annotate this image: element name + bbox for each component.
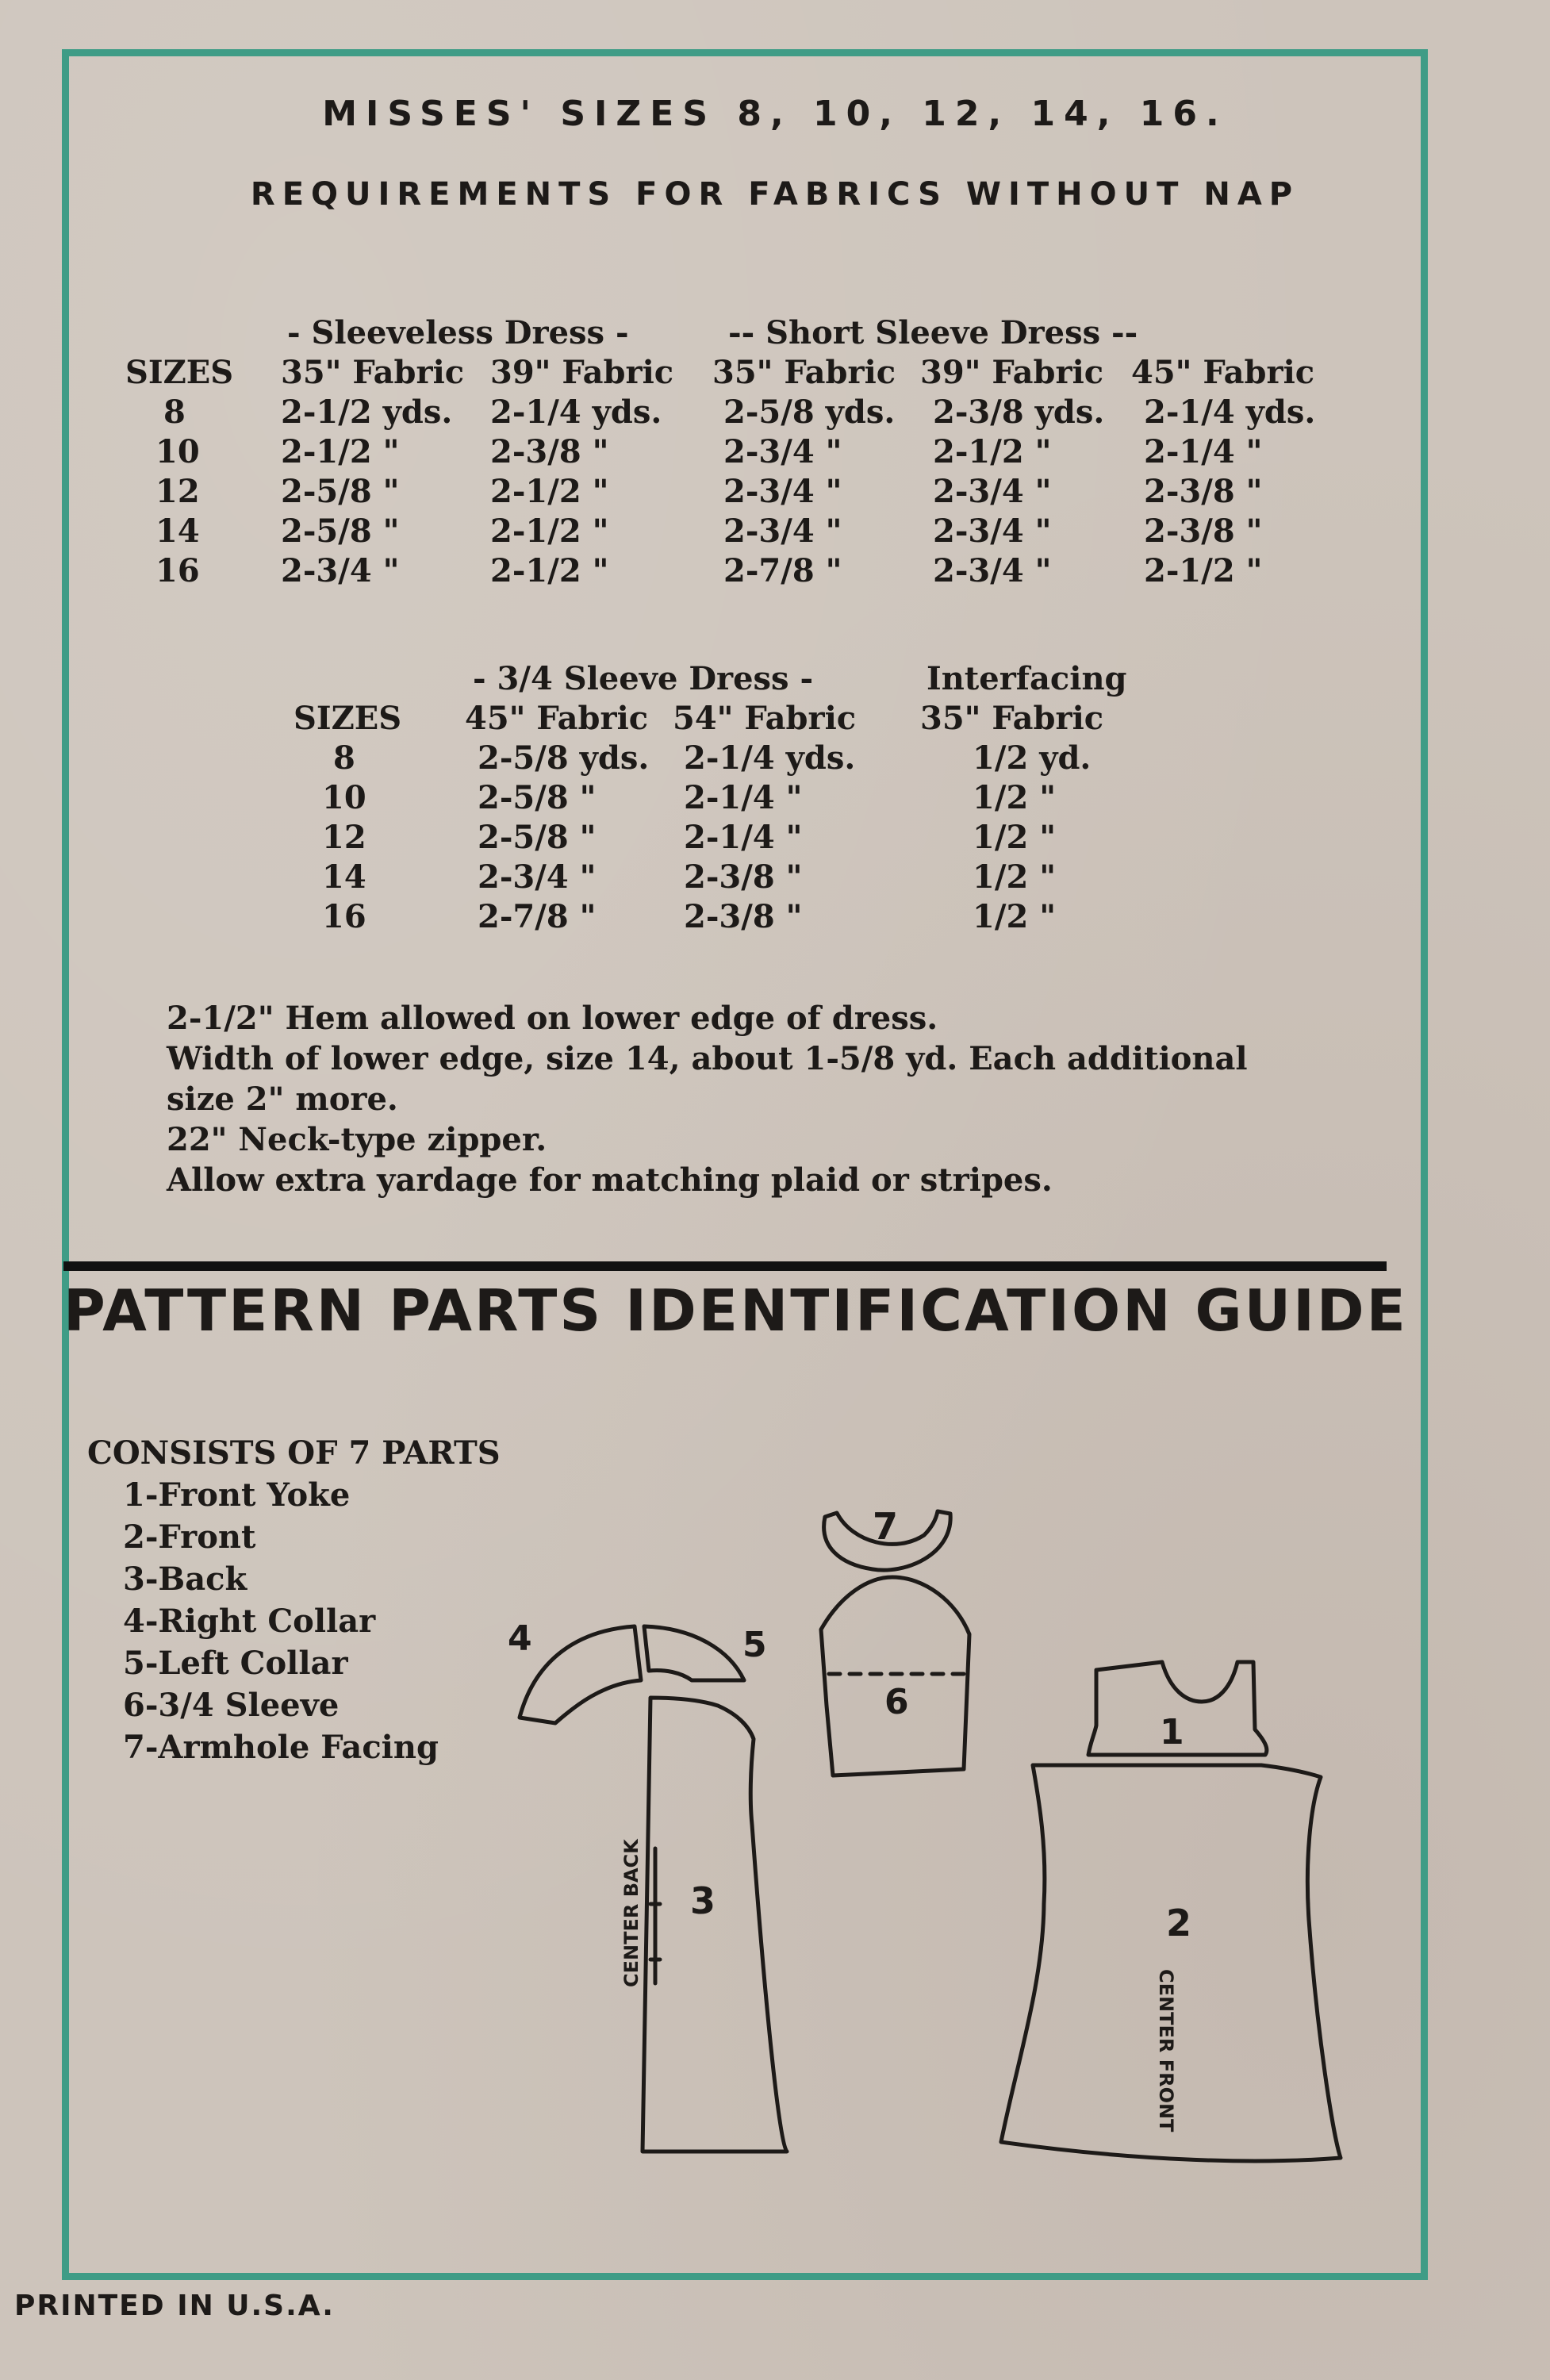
size-cell: 16 [322, 898, 366, 935]
col-header: 45" Fabric [465, 700, 649, 737]
value-cell: 2-3/8 " [490, 433, 609, 470]
size-cell: 10 [155, 433, 200, 470]
part-label-6: 6 [884, 1682, 909, 1722]
note-line: Allow extra yardage for matching plaid or stripes. [167, 1161, 1053, 1199]
list-item: 2-Front [123, 1518, 256, 1556]
value-cell: 2-5/8 yds. [478, 739, 650, 777]
value-cell: 2-1/4 yds. [1144, 393, 1316, 431]
size-cell: 12 [322, 819, 366, 856]
value-cell: 2-3/4 " [723, 512, 842, 550]
value-cell: 2-3/4 " [723, 473, 842, 510]
list-item: 5-Left Collar [123, 1645, 348, 1682]
value-cell: 1/2 " [973, 779, 1057, 816]
group-short-sleeve-dress: -- Short Sleeve Dress -- [728, 314, 1138, 351]
value-cell: 2-3/8 " [1144, 512, 1263, 550]
value-cell: 2-1/2 " [490, 552, 609, 589]
col-header: 35" Fabric [712, 354, 896, 391]
col-header: 35" Fabric [920, 700, 1104, 737]
left-collar-piece [644, 1626, 744, 1680]
value-cell: 2-1/4 " [684, 779, 803, 816]
printed-in-usa: PRINTED IN U.S.A. [14, 2290, 335, 2322]
value-cell: 1/2 " [973, 819, 1057, 856]
value-cell: 2-1/4 " [684, 819, 803, 856]
value-cell: 2-3/8 " [684, 858, 803, 896]
value-cell: 2-3/8 " [684, 898, 803, 935]
col-sizes: SIZES [125, 354, 234, 391]
note-line: size 2" more. [167, 1081, 398, 1118]
part-label-4: 4 [508, 1618, 532, 1659]
part-label-5: 5 [742, 1625, 767, 1665]
col-header: 39" Fabric [920, 354, 1104, 391]
value-cell: 2-1/4 yds. [684, 739, 856, 777]
list-item: 6-3/4 Sleeve [123, 1687, 340, 1724]
value-cell: 2-1/2 " [933, 433, 1052, 470]
guide-title: PATTERN PARTS IDENTIFICATION GUIDE [63, 1277, 1408, 1344]
part-label-2: 2 [1166, 1902, 1192, 1944]
size-cell: 14 [155, 512, 200, 550]
right-collar-piece [520, 1626, 641, 1723]
value-cell: 2-3/4 " [933, 473, 1052, 510]
center-back-label: CENTER BACK [620, 1839, 643, 1987]
value-cell: 2-1/2 " [1144, 552, 1263, 589]
value-cell: 2-1/2 yds. [281, 393, 453, 431]
value-cell: 2-5/8 " [281, 473, 400, 510]
group-sleeveless-dress: - Sleeveless Dress - [287, 314, 629, 351]
sizes-header: MISSES' SIZES 8, 10, 12, 14, 16. [322, 94, 1228, 134]
part-label-7: 7 [873, 1505, 899, 1548]
value-cell: 2-3/8 yds. [933, 393, 1105, 431]
value-cell: 2-3/4 " [933, 552, 1052, 589]
list-item: 1-Front Yoke [123, 1476, 351, 1514]
value-cell: 2-3/4 " [281, 552, 400, 589]
center-front-label: CENTER FRONT [1155, 1969, 1177, 2132]
size-cell: 10 [322, 779, 366, 816]
value-cell: 1/2 " [973, 898, 1057, 935]
size-cell: 16 [155, 552, 200, 589]
value-cell: 2-3/4 " [478, 858, 597, 896]
list-item: 7-Armhole Facing [123, 1729, 439, 1766]
sleeve-piece [821, 1577, 969, 1775]
value-cell: 1/2 yd. [973, 739, 1092, 777]
value-cell: 2-5/8 " [478, 779, 597, 816]
value-cell: 2-5/8 " [478, 819, 597, 856]
value-cell: 2-3/4 " [933, 512, 1052, 550]
part-label-1: 1 [1160, 1712, 1184, 1752]
value-cell: 1/2 " [973, 858, 1057, 896]
group-three-quarter-sleeve-dress: - 3/4 Sleeve Dress - [473, 660, 814, 697]
col-header: 35" Fabric [281, 354, 465, 391]
value-cell: 2-5/8 yds. [723, 393, 896, 431]
value-cell: 2-7/8 " [478, 898, 597, 935]
value-cell: 2-1/2 " [490, 512, 609, 550]
col-sizes: SIZES [294, 700, 402, 737]
requirements-header: REQUIREMENTS FOR FABRICS WITHOUT NAP [250, 176, 1300, 213]
size-cell: 8 [333, 739, 355, 777]
part-label-3: 3 [690, 1879, 716, 1922]
size-cell: 14 [322, 858, 366, 896]
value-cell: 2-7/8 " [723, 552, 842, 589]
size-cell: 8 [163, 393, 186, 431]
col-header: 39" Fabric [490, 354, 674, 391]
parts-count: CONSISTS OF 7 PARTS [87, 1434, 501, 1472]
col-header: 54" Fabric [673, 700, 857, 737]
list-item: 3-Back [123, 1560, 247, 1598]
value-cell: 2-1/4 yds. [490, 393, 662, 431]
note-line: 22" Neck-type zipper. [167, 1121, 547, 1158]
note-line: 2-1/2" Hem allowed on lower edge of dress. [167, 1000, 938, 1037]
list-item: 4-Right Collar [123, 1603, 376, 1640]
note-line: Width of lower edge, size 14, about 1-5/8 yd. Each additional [167, 1040, 1248, 1077]
size-cell: 12 [155, 473, 200, 510]
value-cell: 2-3/4 " [723, 433, 842, 470]
value-cell: 2-1/4 " [1144, 433, 1263, 470]
group-interfacing: Interfacing [927, 660, 1127, 697]
col-header: 45" Fabric [1131, 354, 1315, 391]
value-cell: 2-1/2 " [490, 473, 609, 510]
value-cell: 2-5/8 " [281, 512, 400, 550]
back-piece [643, 1698, 787, 2152]
value-cell: 2-3/8 " [1144, 473, 1263, 510]
value-cell: 2-1/2 " [281, 433, 400, 470]
